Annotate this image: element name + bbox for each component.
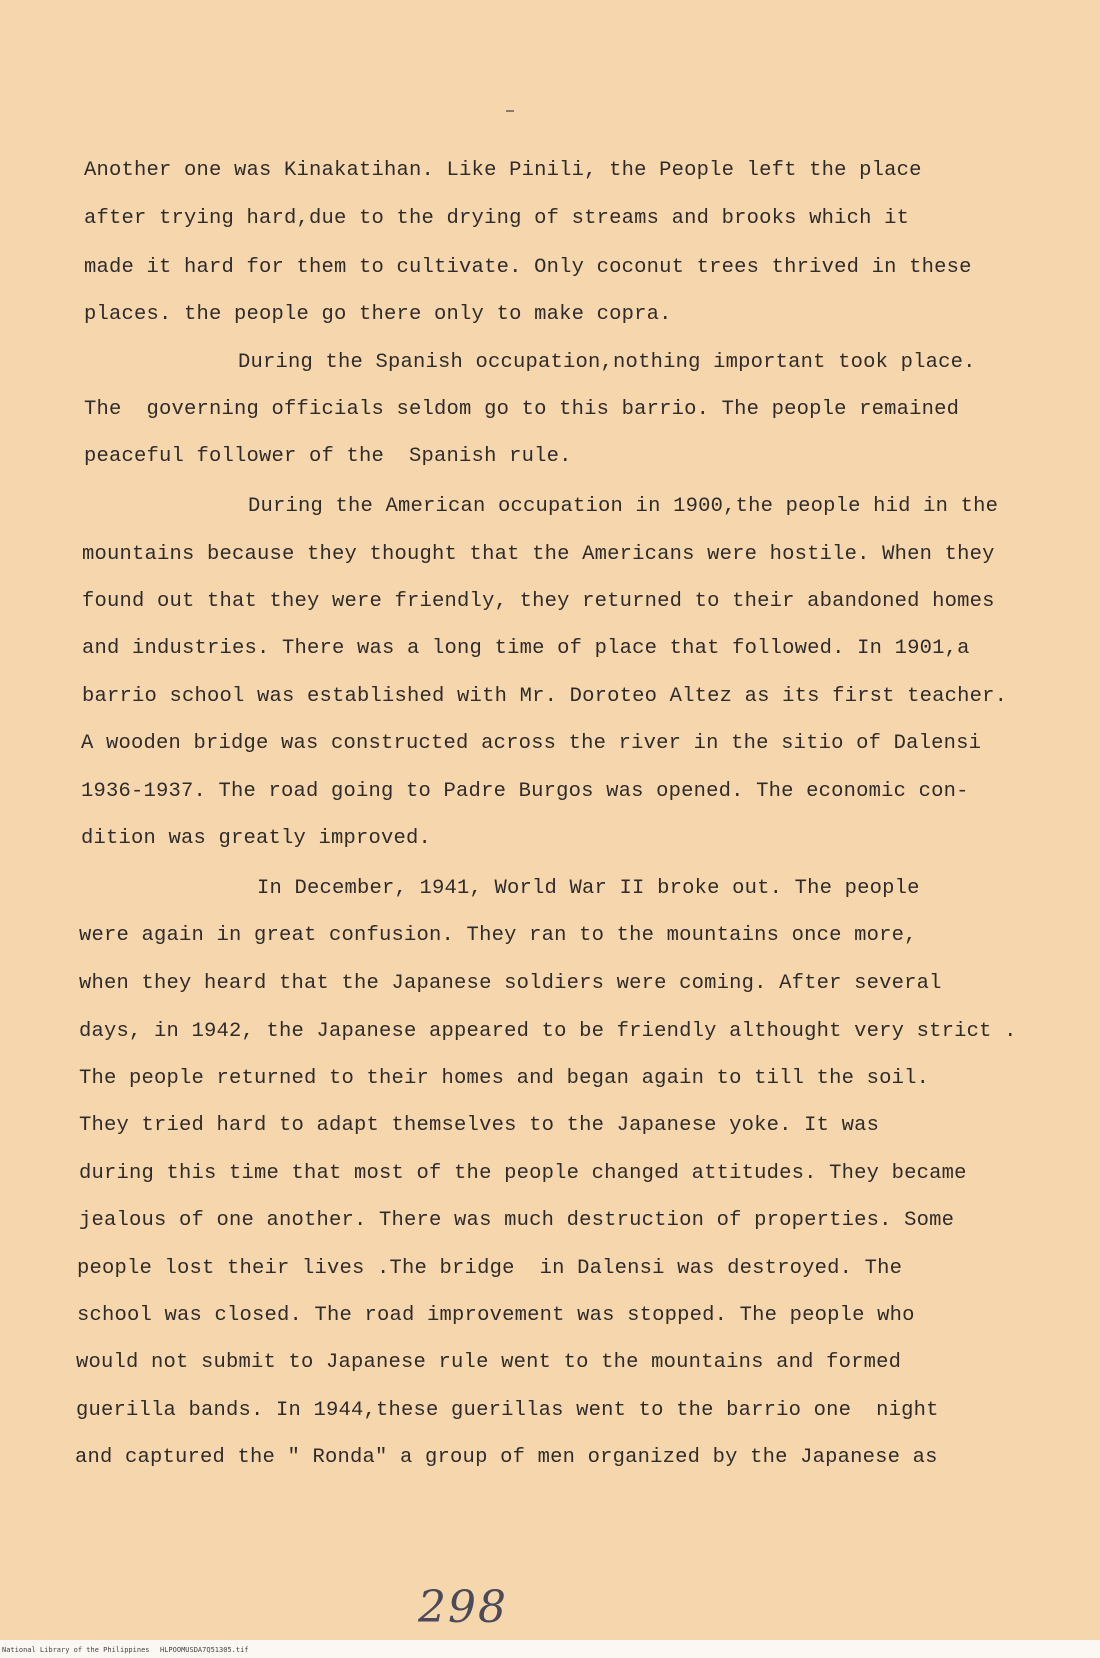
text-line-10: found out that they were friendly, they returned to their abandoned homes (82, 590, 995, 613)
text-line-15: dition was greatly improved. (81, 827, 432, 850)
text-line-4: places. the people go there only to make copra. (84, 303, 672, 326)
text-line-22: during this time that most of the people changed attitudes. They became (79, 1162, 967, 1185)
text-line-18: when they heard that the Japanese soldiers were coming. After several (79, 972, 942, 995)
text-line-6: The governing officials seldom go to this barrio. The people remained (84, 398, 960, 421)
text-line-21: They tried hard to adapt themselves to the Japanese yoke. It was (79, 1114, 880, 1137)
text-line-19: days, in 1942, the Japanese appeared to be friendly althought very strict . (79, 1020, 1017, 1043)
text-line-20: The people returned to their homes and began again to till the soil. (79, 1067, 930, 1090)
text-line-5: During the Spanish occupation,nothing important took place. (238, 351, 976, 374)
text-line-14: 1936-1937. The road going to Padre Burgos was opened. The economic con- (81, 780, 969, 803)
text-line-17: were again in great confusion. They ran to the mountains once more, (79, 924, 917, 947)
footer-file: HLPOOMUSDA7Q51305.tif (160, 1646, 249, 1654)
text-line-25: school was closed. The road improvement was stopped. The people who (77, 1304, 915, 1327)
text-line-2: after trying hard,due to the drying of streams and brooks which it (84, 207, 910, 230)
page-number: 298 (418, 1582, 508, 1633)
text-line-26: would not submit to Japanese rule went to the mountains and formed (76, 1351, 902, 1374)
text-line-12: barrio school was established with Mr. Doroteo Altez as its first teacher. (82, 685, 1008, 708)
text-line-1: Another one was Kinakatihan. Like Pinili, the People left the place (84, 159, 922, 182)
text-line-28: and captured the " Ronda" a group of men organized by the Japanese as (75, 1446, 938, 1469)
text-line-13: A wooden bridge was constructed across the river in the sitio of Dalensi (81, 732, 982, 755)
text-line-27: guerilla bands. In 1944,these guerillas went to the barrio one night (76, 1399, 939, 1422)
text-line-11: and industries. There was a long time of place that followed. In 1901,a (82, 637, 970, 660)
header-dash (506, 110, 514, 112)
text-line-7: peaceful follower of the Spanish rule. (84, 445, 572, 468)
text-line-24: people lost their lives .The bridge in Dalensi was destroyed. The (77, 1257, 903, 1280)
scan-footer (0, 1640, 1100, 1658)
text-line-16: In December, 1941, World War II broke out. The people (257, 877, 920, 900)
text-line-3: made it hard for them to cultivate. Only coconut trees thrived in these (84, 256, 972, 279)
footer-library: National Library of the Philippines (2, 1646, 150, 1654)
text-line-9: mountains because they thought that the Americans were hostile. When they (82, 543, 995, 566)
text-line-23: jealous of one another. There was much destruction of properties. Some (79, 1209, 955, 1232)
text-line-8: During the American occupation in 1900,the people hid in the (248, 495, 999, 518)
